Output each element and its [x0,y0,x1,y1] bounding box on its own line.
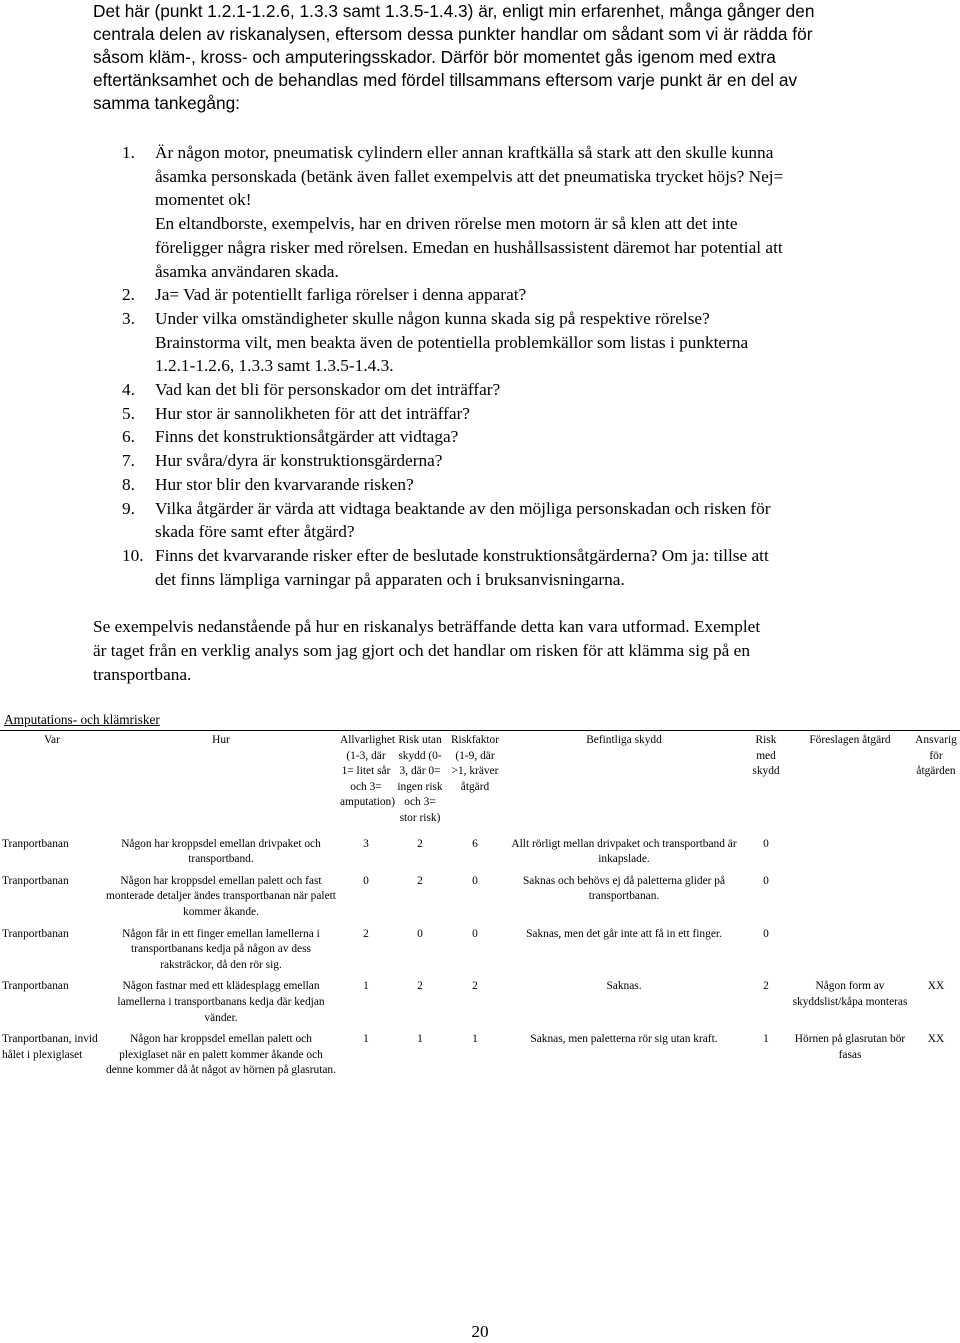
table-cell: 1 [417,1033,423,1046]
step-number: 4. [122,380,135,400]
step-line: det finns lämpliga varningar på apparaten och i bruksanvisningarna. [155,569,625,589]
step-item [122,307,922,378]
table-cell: Saknas och behövs ej då paletterna glider på transportbanan. [522,874,726,903]
table-cell: Någon får in ett finger emellan lamellerna i transportbanans kedja på någon av dess raksträckor, då den rör sig. [122,927,320,971]
page-number: 20 [471,1322,489,1341]
intro-line: eftertänksamhet och de behandlas med fördel tillsammans eftersom varje punkt är en del av [93,70,798,90]
intro-line: Det här (punkt 1.2.1-1.2.6, 1.3.3 samt 1.3.5-1.4.3) är, enligt min erfarenhet, många gånger den [93,1,815,21]
closing-line: Se exempelvis nedanstående på hur en riskanalys beträffande detta kan vara utformad. Exemplet [93,617,761,636]
step-item [122,473,922,497]
table-cell: Tranportbanan [2,927,69,940]
table-cell [912,835,960,872]
header-cell: Risk utan skydd (0-3, där 0= ingen risk och 3= stor risk) [397,734,443,824]
step-line: Brainstorma vilt, men beakta även de potentiella problemkällor som listas i punkterna [155,332,749,352]
table-header-row [0,731,960,835]
table-row [0,977,960,1030]
table-row [0,925,960,978]
intro-paragraph [93,0,893,115]
step-number: 6. [122,427,135,447]
table-cell: 0 [763,927,769,940]
table-cell [912,925,960,978]
table-cell: 0 [763,837,769,850]
step-number: 9. [122,498,135,518]
table-cell: 2 [417,837,423,850]
step-number: 7. [122,451,135,471]
step-line: Hur stor blir den kvarvarande risken? [155,474,414,494]
closing-line: är taget från en verklig analys som jag gjort och det handlar om risken för att klämma sig på en [93,641,750,660]
step-line: Finns det konstruktionsåtgärder att vidtaga? [155,427,459,447]
step-item [122,141,922,283]
table-cell: 2 [363,927,369,940]
table-cell [788,925,912,978]
table-cell: 1 [363,1033,369,1046]
closing-paragraph [93,615,913,687]
step-line: Finns det kvarvarande risker efter de beslutade konstruktionsåtgärderna? Om ja: tillse att [155,545,769,565]
step-number: 3. [122,308,135,328]
table-cell: Tranportbanan [2,980,69,993]
step-line: Under vilka omständigheter skulle någon kunna skada sig på respektive rörelse? [155,308,710,328]
table-row [0,835,960,872]
header-cell: Allvarlighet (1-3, där 1= litet sår och 3= amputation) [340,734,396,809]
header-cell: Föreslagen åtgärd [809,734,891,746]
table-cell [788,872,912,925]
table-cell: Saknas. [606,980,642,993]
step-line: skada före samt efter åtgärd? [155,522,355,542]
header-cell: Ansvarig för åtgärden [915,734,957,778]
step-line: Är någon motor, pneumatisk cylindern eller annan kraftkälla så stark att den skulle kunna [155,143,774,162]
step-item [122,283,922,307]
header-cell: Hur [212,734,230,746]
header-cell: Befintliga skydd [586,734,662,746]
table-cell: Saknas, men det går inte att få in ett finger. [526,927,722,940]
table-cell: XX [927,980,945,993]
table-cell: 1 [763,1033,769,1046]
step-line: En eltandborste, exempelvis, har en driven rörelse men motorn är så klen att det inte [155,214,738,234]
step-item [122,449,922,473]
step-item [122,544,922,591]
step-line: Vad kan det bli för personskador om det inträffar? [155,380,501,400]
header-cell: Riskfaktor (1-9, där >1, kräver åtgärd [450,734,500,793]
table-cell: 0 [472,874,478,887]
table-cell: Någon har kroppsdel emellan drivpaket och transportband. [121,837,321,866]
table-row [0,1030,960,1083]
intro-line: centrala delen av riskanalysen, eftersom dessa punkter handlar om sådant som vi är rädda för [93,24,813,44]
step-number: 2. [122,285,135,305]
table-cell: 2 [417,980,423,993]
table-cell: 2 [763,980,769,993]
intro-line: såsom kläm-, kross- och amputeringsskador. Därför bör momentet gås igenom med extra [93,47,776,67]
table-cell: 6 [472,837,478,850]
table-cell: Saknas, men paletterna rör sig utan kraft. [530,1033,718,1046]
closing-line: transportbana. [93,665,192,684]
table-row [0,872,960,925]
table-cell [788,835,912,872]
table-cell: 1 [472,1033,478,1046]
step-line: åsamka användaren skada. [155,261,339,281]
table-cell: Tranportbanan [2,837,69,850]
table-cell: Tranportbanan, invid hålet i plexiglaset [2,1033,98,1061]
step-line: Vilka åtgärder är värda att vidtaga beaktande av den möjliga personskadan och risken för [155,498,771,518]
table-cell: 0 [763,874,769,887]
table-cell: 2 [472,980,478,993]
step-item [122,378,922,402]
step-line: Hur stor är sannolikheten för att det inträffar? [155,403,470,423]
table-cell [912,872,960,925]
table-cell: 1 [363,980,369,993]
step-item [122,425,922,449]
header-cell: Var [44,734,60,746]
table-cell: Hörnen på glasrutan bör fasas [794,1033,906,1061]
step-line: Hur svåra/dyra är konstruktionsgärderna? [155,451,443,471]
step-number: 10. [122,545,144,565]
table-cell: Tranportbanan [2,874,69,887]
table-title: Amputations- och klämrisker [4,712,160,727]
table-cell: XX [927,1033,945,1046]
table-cell: 0 [363,874,369,887]
table-cell: Allt rörligt mellan drivpaket och transportband är inkapslade. [511,837,737,866]
table-cell: Någon har kroppsdel emellan palett och fast monterade detaljer ändes transportbanan när palett kommer åkande. [106,874,336,918]
step-item [122,497,922,544]
step-number: 5. [122,403,135,423]
header-cell: Risk med skydd [752,734,780,778]
risk-table [0,730,960,1083]
step-number: 1. [122,143,135,162]
step-line: Ja= Vad är potentiellt farliga rörelser i denna apparat? [155,285,527,305]
step-line: momentet ok! [155,190,252,210]
table-cell: Någon fastnar med ett klädesplagg emellan lamellerna i transportbanans kedja där kedjan vänder. [117,980,325,1024]
table-cell: 2 [417,874,423,887]
step-line: 1.2.1-1.2.6, 1.3.3 samt 1.3.5-1.4.3. [155,356,394,376]
risk-analysis-steps [122,141,922,591]
step-number: 8. [122,474,135,494]
step-line: föreligger några risker med rörelsen. Emedan en hushållsassistent däremot har potential att [155,237,783,257]
step-item [122,402,922,426]
step-line: åsamka personskada (betänk även fallet exempelvis att det pneumatiska trycket höjs? Nej= [155,166,784,186]
table-cell: 0 [417,927,423,940]
intro-line: samma tankegång: [93,93,240,113]
table-cell: 0 [472,927,478,940]
table-cell: Någon form av skyddslist/kåpa monteras [792,980,908,1008]
table-cell: Någon har kroppsdel emellan palett och plexiglaset när en palett kommer åkande och denne kommer då åt något av hörnen på glasrutan. [106,1033,336,1077]
table-cell: 3 [363,837,369,850]
